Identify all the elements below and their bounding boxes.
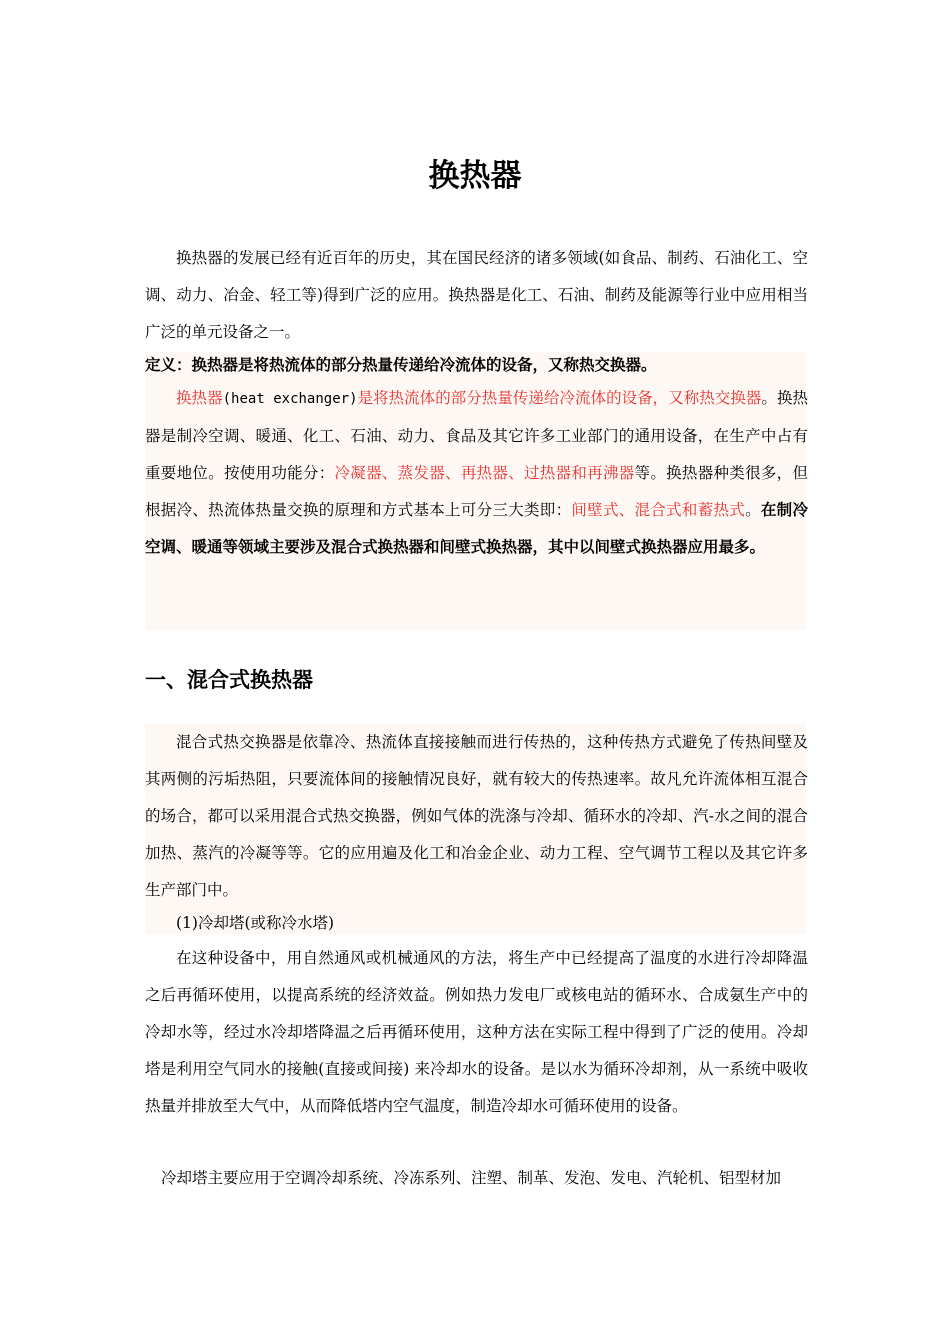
term-definition: 是将热流体的部分热量传递给冷流体的设备，又称热交换器 [357,389,762,407]
general-use-text: 换热器是制冷空调、暖通、化工、石油、动力、食品及其它许多工业部门的通用设备，在生产中占有重要地位。按使用功能分： [145,389,808,482]
cooling-tower-applications: 冷却塔主要应用于空调冷却系统、冷冻系列、注塑、制革、发泡、发电、汽轮机、铝型材加 [161,1169,782,1187]
term-label: 换热器 [176,389,223,407]
function-types: 冷凝器、蒸发器、再热器、过热器和再沸器 [334,464,635,482]
emphasis-text: 在制冷空调、暖通等领域主要涉及混合式换热器和间壁式换热器，其中以间壁式换热器应用最多。 [145,501,808,556]
page-title: 换热器 [428,158,522,194]
section-heading-mixing: 一、混合式换热器 [145,668,313,692]
mixing-exchanger-paragraph: 混合式热交换器是依靠冷、热流体直接接触而进行传热的，这种传热方式避免了传热间壁及其两侧的污垢热阻，只要流体间的接触情况良好，就有较大的传热速率。故凡允许流体相互混合的场合，都可以采用混合式热交换器，例如气体的洗涤与冷却、循环水的冷却、汽-水之间的混合加热、蒸汽的冷凝等等。它的应用遍及化工和冶金企业、动力工程、空气调节工程以及其它许多生产部门中。 [145,733,808,899]
term-end: 。 [761,389,777,407]
cooling-tower-paragraph: 在这种设备中，用自然通风或机械通风的方法，将生产中已经提高了温度的水进行冷却降温之后再循环使用，以提高系统的经济效益。例如热力发电厂或核电站的循环水、合成氨生产中的冷却水等，经过水冷却塔降温之后再循环使用，这种方法在实际工程中得到了广泛的使用。冷却塔是利用空气同水的接触(直接或间接) 来冷却水的设备。是以水为循环冷却剂，从一系统中吸收热量并排放至大气中，从而降低塔内空气温度，制造冷却水可循环使用的设备。 [145,949,808,1115]
sentence-end: 。 [745,501,761,519]
three-types: 间壁式、混合式和蓄热式 [571,501,746,519]
classification-text: 等。换热器种类很多，但根据冷、热流体热量交换的原理和方式基本上可分三大类即： [145,464,808,519]
intro-paragraph: 换热器的发展已经有近百年的历史，其在国民经济的诸多领域(如食品、制药、石油化工、空调、动力、冶金、轻工等)得到广泛的应用。换热器是化工、石油、制药及能源等行业中应用相当广泛的单元设备之一。 [145,249,808,341]
term-english: (heat exchanger) [222,391,358,407]
definition-line: 定义：换热器是将热流体的部分热量传递给冷流体的设备，又称热交换器。 [145,356,657,374]
cooling-tower-subheading: (1)冷却塔(或称冷水塔) [176,914,335,932]
heat-exchanger-description [145,380,808,566]
